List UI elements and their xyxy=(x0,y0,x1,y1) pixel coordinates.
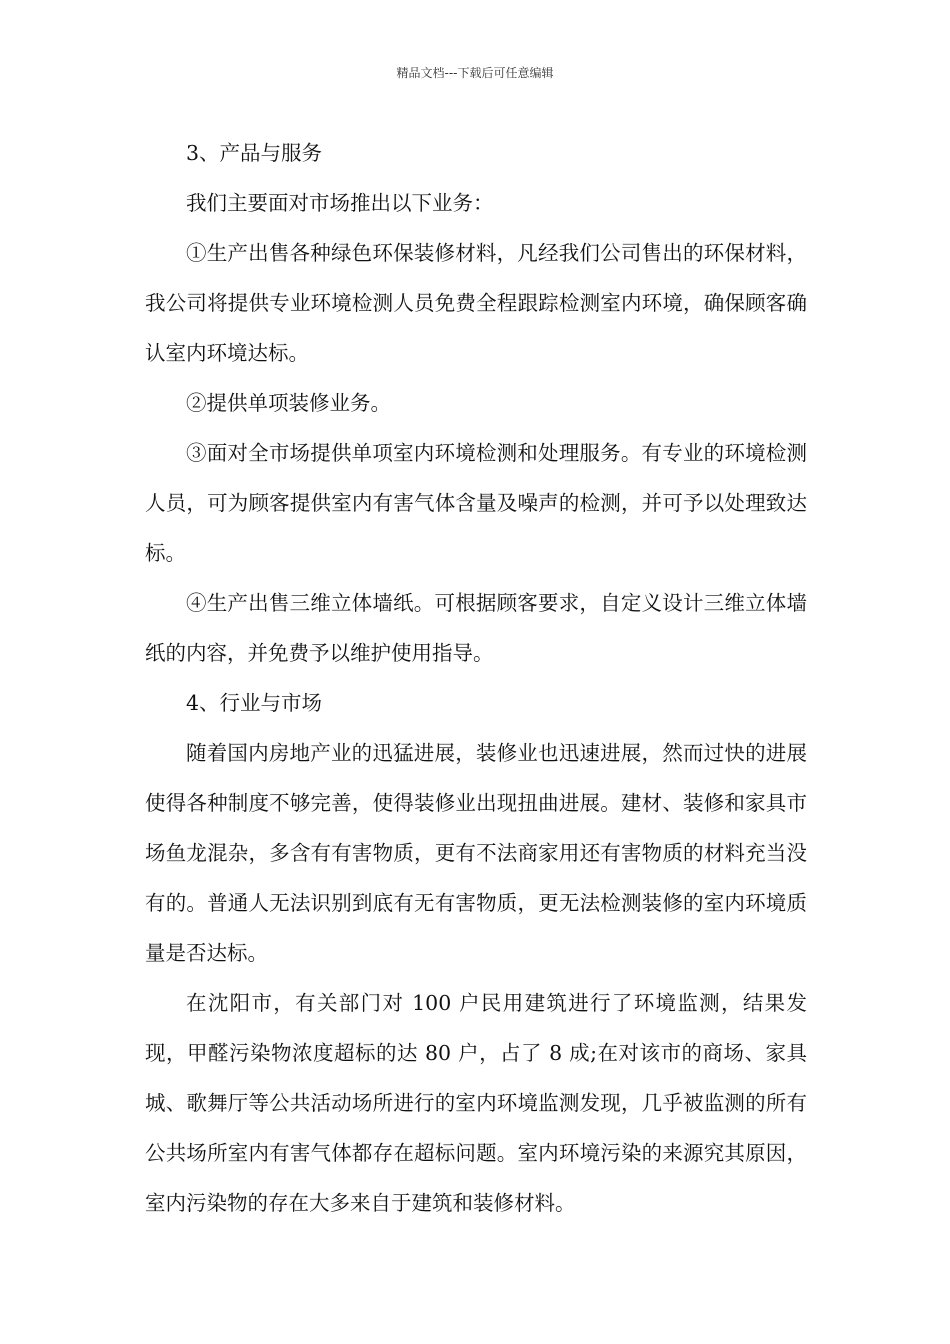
paragraph-industry: 随着国内房地产业的迅猛进展，装修业也迅速进展，然而过快的进展使得各种制度不够完善，使得装修业出现扭曲进展。建材、装修和家具市场鱼龙混杂，多含有有害物质，更有不法商家用还有害物质的材料充当没有的。普通人无法识别到底有无有害物质，更无法检测装修的室内环境质量是否达标。 xyxy=(145,741,807,965)
paragraph-intro: 我们主要面对市场推出以下业务： xyxy=(186,191,494,215)
page-header: 精品文档---下载后可任意编辑 xyxy=(396,66,554,80)
paragraph-item-4: ④生产出售三维立体墙纸。可根据顾客要求，自定义设计三维立体墙纸的内容，并免费予以维护使用指导。 xyxy=(145,591,807,665)
paragraph-item-3: ③面对全市场提供单项室内环境检测和处理服务。有专业的环境检测人员，可为顾客提供室内有害气体含量及噪声的检测，并可予以处理致达标。 xyxy=(145,441,807,565)
paragraph-item-2: ②提供单项装修业务。 xyxy=(186,391,391,415)
paragraph-item-1: ①生产出售各种绿色环保装修材料，凡经我们公司售出的环保材料，我公司将提供专业环境检测人员免费全程跟踪检测室内环境，确保顾客确认室内环境达标。 xyxy=(145,241,807,365)
document-body xyxy=(145,128,807,1228)
paragraph-shenyang: 在沈阳市，有关部门对 100 户民用建筑进行了环境监测，结果发现，甲醛污染物浓度超标的达 80 户，占了 8 成;在对该市的商场、家具城、歌舞厅等公共活动场所进行的室内环境监测发现，几乎被监测的所有公共场所室内有害气体都存在超标问题。室内环境污染的来源究其原因，室内污染物的存在大多来自于建筑和装修材料。 xyxy=(145,991,807,1215)
section-heading-industry: 4、行业与市场 xyxy=(186,691,323,715)
section-heading-products: 3、产品与服务 xyxy=(186,141,323,165)
